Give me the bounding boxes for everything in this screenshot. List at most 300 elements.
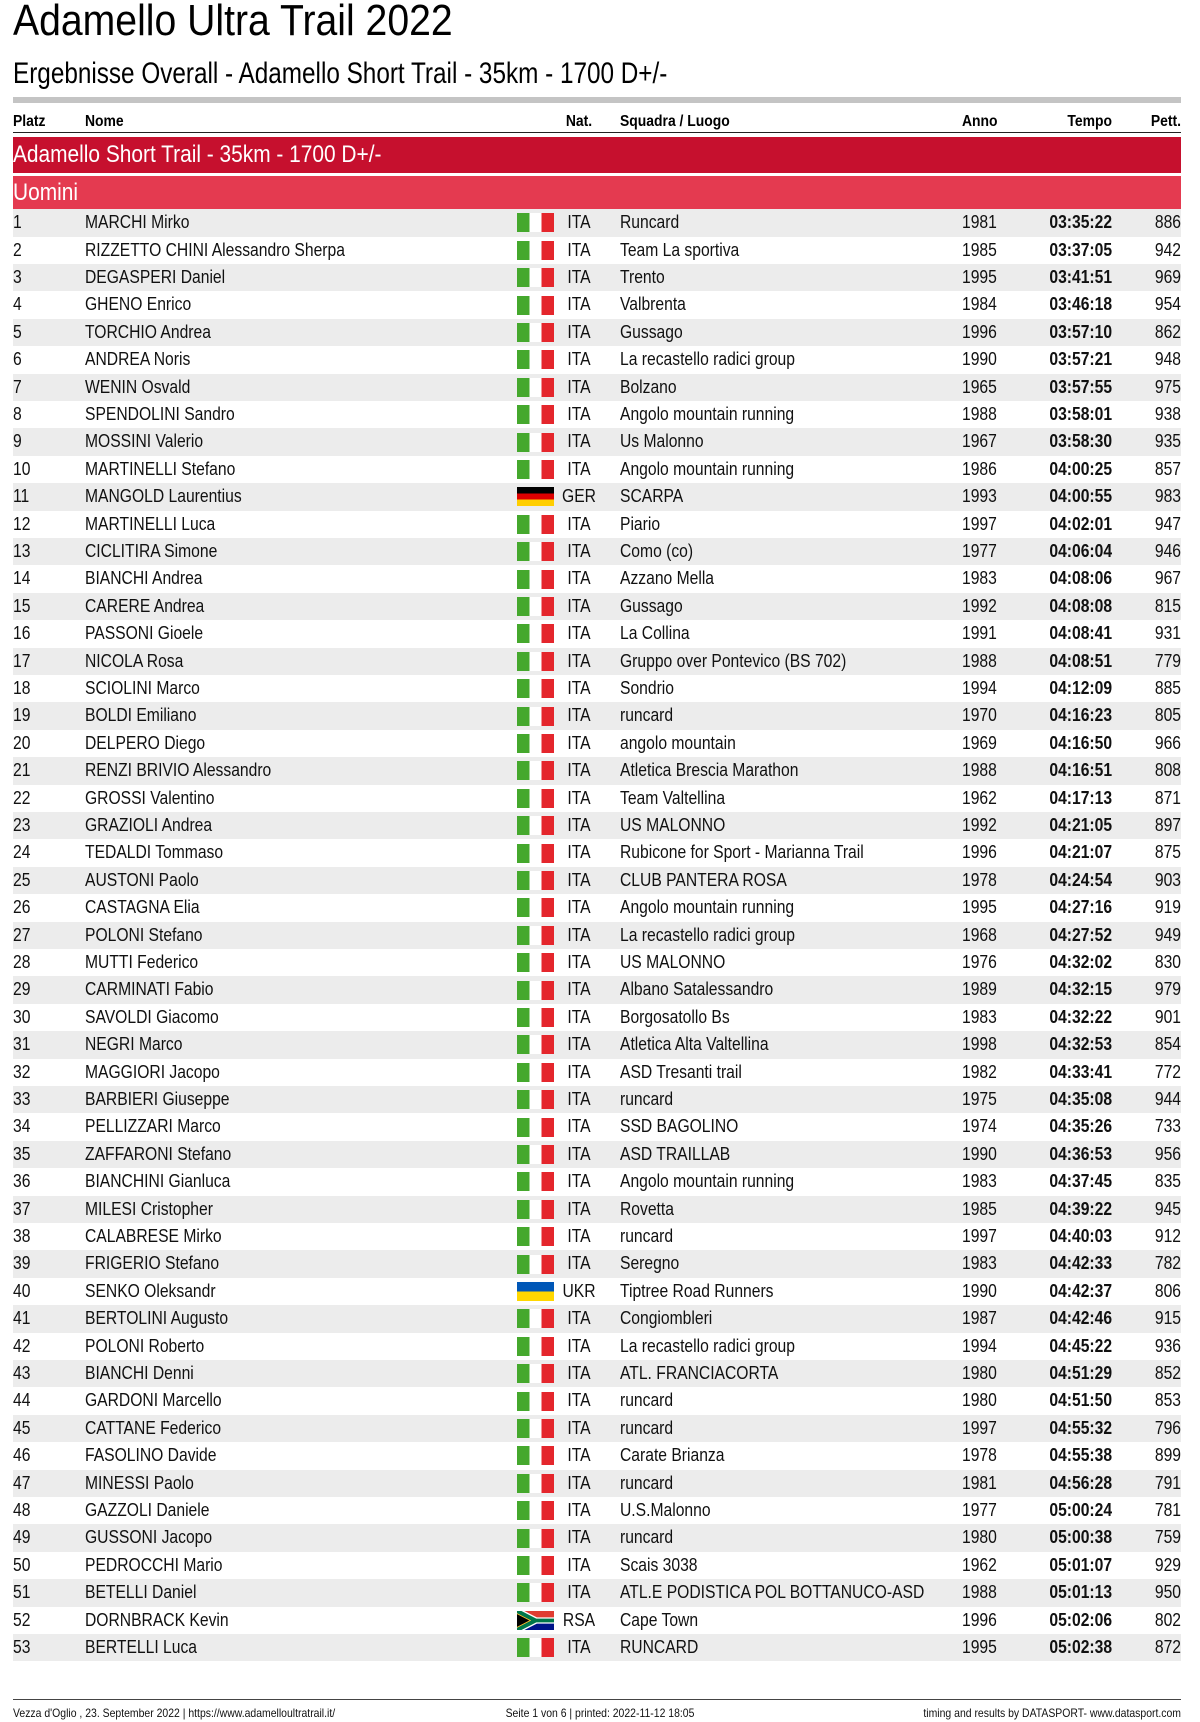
- finish-time: 04:08:08: [1049, 595, 1113, 616]
- birth-year: 1996: [962, 321, 997, 342]
- result-row: [13, 401, 1181, 428]
- athlete-name: MOSSINI Valerio: [85, 431, 204, 452]
- finish-time: 03:37:05: [1049, 239, 1113, 260]
- flag-italy-icon: [517, 1145, 554, 1164]
- bib-number: 983: [1154, 486, 1181, 507]
- team-name: Gruppo over Pontevico (BS 702): [620, 650, 847, 671]
- rank-number: 21: [13, 760, 31, 781]
- birth-year: 1993: [962, 486, 997, 507]
- athlete-name: BERTELLI Luca: [85, 1636, 198, 1657]
- athlete-name: GUSSONI Jacopo: [85, 1527, 213, 1548]
- bib-number: 938: [1154, 403, 1181, 424]
- team-name: Angolo mountain running: [620, 403, 795, 424]
- flag-italy-icon: [517, 1364, 554, 1383]
- athlete-name: BERTOLINI Augusto: [85, 1308, 229, 1329]
- athlete-name: CATTANE Federico: [85, 1417, 222, 1438]
- rank-number: 4: [13, 294, 22, 315]
- result-row: [13, 839, 1181, 866]
- column-header-nationality: Nat.: [565, 113, 593, 130]
- bib-number: 854: [1154, 1034, 1181, 1055]
- team-name: Angolo mountain running: [620, 897, 795, 918]
- result-row: [13, 346, 1181, 373]
- bib-number: 875: [1154, 842, 1181, 863]
- flag-ukraine-icon: [517, 1282, 554, 1301]
- bib-number: 947: [1154, 513, 1181, 534]
- flag-italy-icon: [517, 1392, 554, 1411]
- flag-italy-icon: [517, 1638, 554, 1657]
- flag-germany-icon: [517, 487, 554, 506]
- result-row: [13, 237, 1181, 264]
- nationality-code: ITA: [567, 1006, 591, 1027]
- bib-number: 915: [1154, 1308, 1181, 1329]
- result-row: [13, 1196, 1181, 1223]
- bib-number: 808: [1154, 760, 1181, 781]
- team-name: Rubicone for Sport - Marianna Trail: [620, 842, 864, 863]
- finish-time: 04:02:01: [1049, 513, 1113, 534]
- nationality-code: ITA: [567, 403, 591, 424]
- nationality-code: ITA: [567, 677, 591, 698]
- athlete-name: SCIOLINI Marco: [85, 677, 200, 698]
- bib-number: 835: [1154, 1171, 1181, 1192]
- bib-number: 806: [1154, 1280, 1181, 1301]
- result-row: [13, 1223, 1181, 1250]
- team-name: runcard: [620, 1088, 674, 1109]
- flag-italy-icon: [517, 789, 554, 808]
- nationality-code: RSA: [562, 1609, 596, 1630]
- flag-italy-icon: [517, 1008, 554, 1027]
- bib-number: 772: [1154, 1061, 1181, 1082]
- result-row: [13, 209, 1181, 236]
- result-row: [13, 1168, 1181, 1195]
- team-name: Como (co): [620, 540, 694, 561]
- nationality-code: ITA: [567, 951, 591, 972]
- finish-time: 04:08:41: [1049, 623, 1113, 644]
- finish-time: 04:37:45: [1049, 1171, 1113, 1192]
- nationality-code: ITA: [567, 869, 591, 890]
- finish-time: 05:02:06: [1049, 1609, 1113, 1630]
- rank-number: 17: [13, 650, 31, 671]
- bib-number: 967: [1154, 568, 1181, 589]
- bib-number: 872: [1154, 1636, 1181, 1657]
- nationality-code: ITA: [567, 1116, 591, 1137]
- rank-number: 41: [13, 1308, 31, 1329]
- nationality-code: ITA: [567, 1472, 591, 1493]
- rank-number: 27: [13, 924, 31, 945]
- nationality-code: ITA: [567, 1335, 591, 1356]
- flag-italy-icon: [517, 1474, 554, 1493]
- finish-time: 04:55:38: [1049, 1445, 1113, 1466]
- flag-italy-icon: [517, 1446, 554, 1465]
- athlete-name: NICOLA Rosa: [85, 650, 184, 671]
- athlete-name: FASOLINO Davide: [85, 1445, 217, 1466]
- flag-italy-icon: [517, 1556, 554, 1575]
- flag-italy-icon: [517, 515, 554, 534]
- finish-time: 04:36:53: [1049, 1143, 1113, 1164]
- rank-number: 44: [13, 1390, 31, 1411]
- nationality-code: ITA: [567, 1088, 591, 1109]
- birth-year: 1962: [962, 1554, 997, 1575]
- flag-italy-icon: [517, 1227, 554, 1246]
- result-row: [13, 730, 1181, 757]
- finish-time: 04:06:04: [1049, 540, 1113, 561]
- finish-time: 04:32:22: [1049, 1006, 1113, 1027]
- birth-year: 1980: [962, 1362, 997, 1383]
- race-title: Adamello Short Trail - 35km - 1700 D+/-: [13, 141, 382, 168]
- nationality-code: ITA: [567, 732, 591, 753]
- athlete-name: POLONI Stefano: [85, 924, 203, 945]
- athlete-name: NEGRI Marco: [85, 1034, 183, 1055]
- nationality-code: ITA: [567, 787, 591, 808]
- birth-year: 1991: [962, 623, 997, 644]
- flag-italy-icon: [517, 213, 554, 232]
- race-title-bar: [13, 137, 1181, 173]
- athlete-name: MARTINELLI Luca: [85, 513, 216, 534]
- bib-number: 781: [1154, 1499, 1181, 1520]
- bib-number: 954: [1154, 294, 1181, 315]
- team-name: runcard: [620, 1472, 674, 1493]
- birth-year: 1995: [962, 897, 997, 918]
- team-name: RUNCARD: [620, 1636, 699, 1657]
- athlete-name: RIZZETTO CHINI Alessandro Sherpa: [85, 239, 345, 260]
- finish-time: 04:00:25: [1049, 458, 1113, 479]
- bib-number: 969: [1154, 266, 1181, 287]
- rank-number: 18: [13, 677, 31, 698]
- birth-year: 1983: [962, 1006, 997, 1027]
- finish-time: 04:40:03: [1049, 1225, 1113, 1246]
- birth-year: 1978: [962, 869, 997, 890]
- column-header-underline: [13, 132, 1181, 133]
- birth-year: 1998: [962, 1034, 997, 1055]
- flag-italy-icon: [517, 734, 554, 753]
- athlete-name: AUSTONI Paolo: [85, 869, 199, 890]
- finish-time: 04:24:54: [1049, 869, 1113, 890]
- rank-number: 28: [13, 951, 31, 972]
- birth-year: 1978: [962, 1445, 997, 1466]
- team-name: ATL.E PODISTICA POL BOTTANUCO-ASD: [620, 1582, 925, 1603]
- birth-year: 1969: [962, 732, 997, 753]
- team-name: Runcard: [620, 212, 680, 233]
- result-row: [13, 565, 1181, 592]
- flag-italy-icon: [517, 350, 554, 369]
- athlete-name: GRAZIOLI Andrea: [85, 814, 213, 835]
- rank-number: 30: [13, 1006, 31, 1027]
- bib-number: 852: [1154, 1362, 1181, 1383]
- flag-italy-icon: [517, 1118, 554, 1137]
- finish-time: 05:00:24: [1049, 1499, 1113, 1520]
- athlete-name: TORCHIO Andrea: [85, 321, 211, 342]
- nationality-code: ITA: [567, 1225, 591, 1246]
- finish-time: 04:12:09: [1049, 677, 1113, 698]
- nationality-code: ITA: [567, 212, 591, 233]
- flag-italy-icon: [517, 1172, 554, 1191]
- team-name: Trento: [620, 266, 665, 287]
- finish-time: 04:21:07: [1049, 842, 1113, 863]
- team-name: Valbrenta: [620, 294, 686, 315]
- result-row: [13, 456, 1181, 483]
- bib-number: 779: [1154, 650, 1181, 671]
- result-row: [13, 949, 1181, 976]
- bib-number: 857: [1154, 458, 1181, 479]
- column-header-name: Nome: [85, 113, 124, 130]
- finish-time: 04:27:16: [1049, 897, 1113, 918]
- footer-location-date: Vezza d'Oglio , 23. September 2022 | https://www.adamelloultratrail.it/: [13, 1706, 336, 1720]
- birth-year: 1992: [962, 595, 997, 616]
- rank-number: 11: [13, 486, 30, 507]
- rank-number: 26: [13, 897, 31, 918]
- finish-time: 04:08:06: [1049, 568, 1113, 589]
- birth-year: 1996: [962, 1609, 997, 1630]
- finish-time: 05:02:38: [1049, 1636, 1113, 1657]
- flag-italy-icon: [517, 597, 554, 616]
- nationality-code: ITA: [567, 1390, 591, 1411]
- result-row: [13, 648, 1181, 675]
- finish-time: 04:55:32: [1049, 1417, 1113, 1438]
- athlete-name: SPENDOLINI Sandro: [85, 403, 235, 424]
- team-name: La Collina: [620, 623, 690, 644]
- finish-time: 04:32:53: [1049, 1034, 1113, 1055]
- rank-number: 1: [13, 212, 22, 233]
- flag-italy-icon: [517, 1529, 554, 1548]
- athlete-name: DEGASPERI Daniel: [85, 266, 226, 287]
- finish-time: 04:32:15: [1049, 979, 1113, 1000]
- finish-time: 04:00:55: [1049, 486, 1113, 507]
- athlete-name: CALABRESE Mirko: [85, 1225, 222, 1246]
- team-name: U.S.Malonno: [620, 1499, 711, 1520]
- bib-number: 796: [1154, 1417, 1181, 1438]
- athlete-name: PELLIZZARI Marco: [85, 1116, 221, 1137]
- rank-number: 50: [13, 1554, 31, 1575]
- nationality-code: GER: [562, 486, 596, 507]
- team-name: Bolzano: [620, 376, 677, 397]
- nationality-code: ITA: [567, 897, 591, 918]
- birth-year: 1989: [962, 979, 997, 1000]
- rank-number: 24: [13, 842, 31, 863]
- athlete-name: CICLITIRA Simone: [85, 540, 218, 561]
- result-row: [13, 976, 1181, 1003]
- athlete-name: DELPERO Diego: [85, 732, 206, 753]
- birth-year: 1985: [962, 1198, 997, 1219]
- birth-year: 1985: [962, 239, 997, 260]
- result-row: [13, 1305, 1181, 1332]
- flag-italy-icon: [517, 981, 554, 1000]
- result-row: [13, 1497, 1181, 1524]
- finish-time: 04:35:26: [1049, 1116, 1113, 1137]
- athlete-name: MARTINELLI Stefano: [85, 458, 236, 479]
- result-row: [13, 922, 1181, 949]
- result-row: [13, 1579, 1181, 1606]
- nationality-code: ITA: [567, 1308, 591, 1329]
- result-row: [13, 675, 1181, 702]
- athlete-name: POLONI Roberto: [85, 1335, 205, 1356]
- nationality-code: UKR: [562, 1280, 596, 1301]
- bib-number: 949: [1154, 924, 1181, 945]
- finish-time: 04:27:52: [1049, 924, 1113, 945]
- birth-year: 1988: [962, 760, 997, 781]
- result-row: [13, 319, 1181, 346]
- finish-time: 04:42:46: [1049, 1308, 1113, 1329]
- rank-number: 10: [13, 458, 31, 479]
- finish-time: 04:21:05: [1049, 814, 1113, 835]
- rank-number: 5: [13, 321, 22, 342]
- athlete-name: SENKO Oleksandr: [85, 1280, 216, 1301]
- birth-year: 1988: [962, 650, 997, 671]
- nationality-code: ITA: [567, 1582, 591, 1603]
- athlete-name: PASSONI Gioele: [85, 623, 204, 644]
- column-header-time: Tempo: [1067, 113, 1112, 130]
- rank-number: 46: [13, 1445, 31, 1466]
- team-name: US MALONNO: [620, 951, 726, 972]
- result-row: [13, 1387, 1181, 1414]
- birth-year: 1962: [962, 787, 997, 808]
- birth-year: 1990: [962, 1280, 997, 1301]
- finish-time: 04:32:02: [1049, 951, 1113, 972]
- nationality-code: ITA: [567, 705, 591, 726]
- result-row: [13, 1278, 1181, 1305]
- birth-year: 1982: [962, 1061, 997, 1082]
- bib-number: 782: [1154, 1253, 1181, 1274]
- birth-year: 1990: [962, 1143, 997, 1164]
- athlete-name: ANDREA Noris: [85, 349, 191, 370]
- athlete-name: SAVOLDI Giacomo: [85, 1006, 219, 1027]
- athlete-name: BETELLI Daniel: [85, 1582, 197, 1603]
- birth-year: 1997: [962, 513, 997, 534]
- finish-time: 03:57:21: [1049, 349, 1113, 370]
- athlete-name: GHENO Enrico: [85, 294, 192, 315]
- finish-time: 04:35:08: [1049, 1088, 1113, 1109]
- bib-number: 946: [1154, 540, 1181, 561]
- flag-south-africa-icon: [517, 1611, 554, 1630]
- flag-italy-icon: [517, 816, 554, 835]
- birth-year: 1970: [962, 705, 997, 726]
- nationality-code: ITA: [567, 1061, 591, 1082]
- team-name: La recastello radici group: [620, 924, 795, 945]
- team-name: Borgosatollo Bs: [620, 1006, 730, 1027]
- rank-number: 6: [13, 349, 22, 370]
- bib-number: 919: [1154, 897, 1181, 918]
- team-name: ASD TRAILLAB: [620, 1143, 731, 1164]
- finish-time: 03:57:10: [1049, 321, 1113, 342]
- birth-year: 1981: [962, 212, 997, 233]
- athlete-name: BIANCHINI Gianluca: [85, 1171, 231, 1192]
- finish-time: 05:01:07: [1049, 1554, 1113, 1575]
- flag-italy-icon: [517, 241, 554, 260]
- birth-year: 1997: [962, 1417, 997, 1438]
- bib-number: 853: [1154, 1390, 1181, 1411]
- team-name: angolo mountain: [620, 732, 736, 753]
- flag-italy-icon: [517, 1337, 554, 1356]
- athlete-name: BIANCHI Denni: [85, 1362, 194, 1383]
- bib-number: 945: [1154, 1198, 1181, 1219]
- column-header-year: Anno: [962, 113, 998, 130]
- nationality-code: ITA: [567, 239, 591, 260]
- finish-time: 03:58:01: [1049, 403, 1113, 424]
- result-row: [13, 620, 1181, 647]
- result-row: [13, 1552, 1181, 1579]
- bib-number: 901: [1154, 1006, 1181, 1027]
- rank-number: 23: [13, 814, 31, 835]
- team-name: Albano Satalessandro: [620, 979, 774, 1000]
- birth-year: 1983: [962, 1171, 997, 1192]
- team-name: Angolo mountain running: [620, 458, 795, 479]
- bib-number: 948: [1154, 349, 1181, 370]
- flag-italy-icon: [517, 323, 554, 342]
- birth-year: 1994: [962, 677, 997, 698]
- bib-number: 897: [1154, 814, 1181, 835]
- result-row: [13, 374, 1181, 401]
- nationality-code: ITA: [567, 431, 591, 452]
- column-header-bib: Pett.: [1150, 113, 1181, 130]
- rank-number: 16: [13, 623, 31, 644]
- athlete-name: DORNBRACK Kevin: [85, 1609, 229, 1630]
- bib-number: 929: [1154, 1554, 1181, 1575]
- result-row: [13, 291, 1181, 318]
- result-row: [13, 511, 1181, 538]
- bib-number: 733: [1154, 1116, 1181, 1137]
- rank-number: 9: [13, 431, 22, 452]
- birth-year: 1968: [962, 924, 997, 945]
- bib-number: 871: [1154, 787, 1181, 808]
- team-name: runcard: [620, 705, 674, 726]
- athlete-name: CARERE Andrea: [85, 595, 205, 616]
- team-name: La recastello radici group: [620, 349, 795, 370]
- flag-italy-icon: [517, 1583, 554, 1602]
- flag-italy-icon: [517, 652, 554, 671]
- flag-italy-icon: [517, 624, 554, 643]
- athlete-name: MINESSI Paolo: [85, 1472, 194, 1493]
- team-name: ASD Tresanti trail: [620, 1061, 742, 1082]
- flag-italy-icon: [517, 570, 554, 589]
- flag-italy-icon: [517, 1200, 554, 1219]
- finish-time: 03:58:30: [1049, 431, 1113, 452]
- birth-year: 1988: [962, 403, 997, 424]
- finish-time: 04:17:13: [1049, 787, 1113, 808]
- athlete-name: BARBIERI Giuseppe: [85, 1088, 230, 1109]
- flag-italy-icon: [517, 268, 554, 287]
- rank-number: 49: [13, 1527, 31, 1548]
- flag-italy-icon: [517, 844, 554, 863]
- nationality-code: ITA: [567, 1143, 591, 1164]
- athlete-name: RENZI BRIVIO Alessandro: [85, 760, 272, 781]
- result-row: [13, 483, 1181, 510]
- nationality-code: ITA: [567, 349, 591, 370]
- team-name: Rovetta: [620, 1198, 674, 1219]
- rank-number: 15: [13, 595, 31, 616]
- nationality-code: ITA: [567, 1445, 591, 1466]
- nationality-code: ITA: [567, 842, 591, 863]
- birth-year: 1992: [962, 814, 997, 835]
- athlete-name: BIANCHI Andrea: [85, 568, 203, 589]
- birth-year: 1965: [962, 376, 997, 397]
- athlete-name: BOLDI Emiliano: [85, 705, 197, 726]
- finish-time: 03:41:51: [1049, 266, 1113, 287]
- result-row: [13, 1333, 1181, 1360]
- team-name: Tiptree Road Runners: [620, 1280, 774, 1301]
- result-row: [13, 1059, 1181, 1086]
- birth-year: 1974: [962, 1116, 997, 1137]
- bib-number: 931: [1154, 623, 1181, 644]
- team-name: Congiombleri: [620, 1308, 713, 1329]
- finish-time: 04:16:23: [1049, 705, 1113, 726]
- birth-year: 1997: [962, 1225, 997, 1246]
- athlete-name: GAZZOLI Daniele: [85, 1499, 210, 1520]
- document-subtitle: Ergebnisse Overall - Adamello Short Trail - 35km - 1700 D+/-: [13, 57, 668, 90]
- result-row: [13, 1250, 1181, 1277]
- nationality-code: ITA: [567, 1171, 591, 1192]
- athlete-name: FRIGERIO Stefano: [85, 1253, 220, 1274]
- birth-year: 1980: [962, 1390, 997, 1411]
- team-name: runcard: [620, 1390, 674, 1411]
- nationality-code: ITA: [567, 376, 591, 397]
